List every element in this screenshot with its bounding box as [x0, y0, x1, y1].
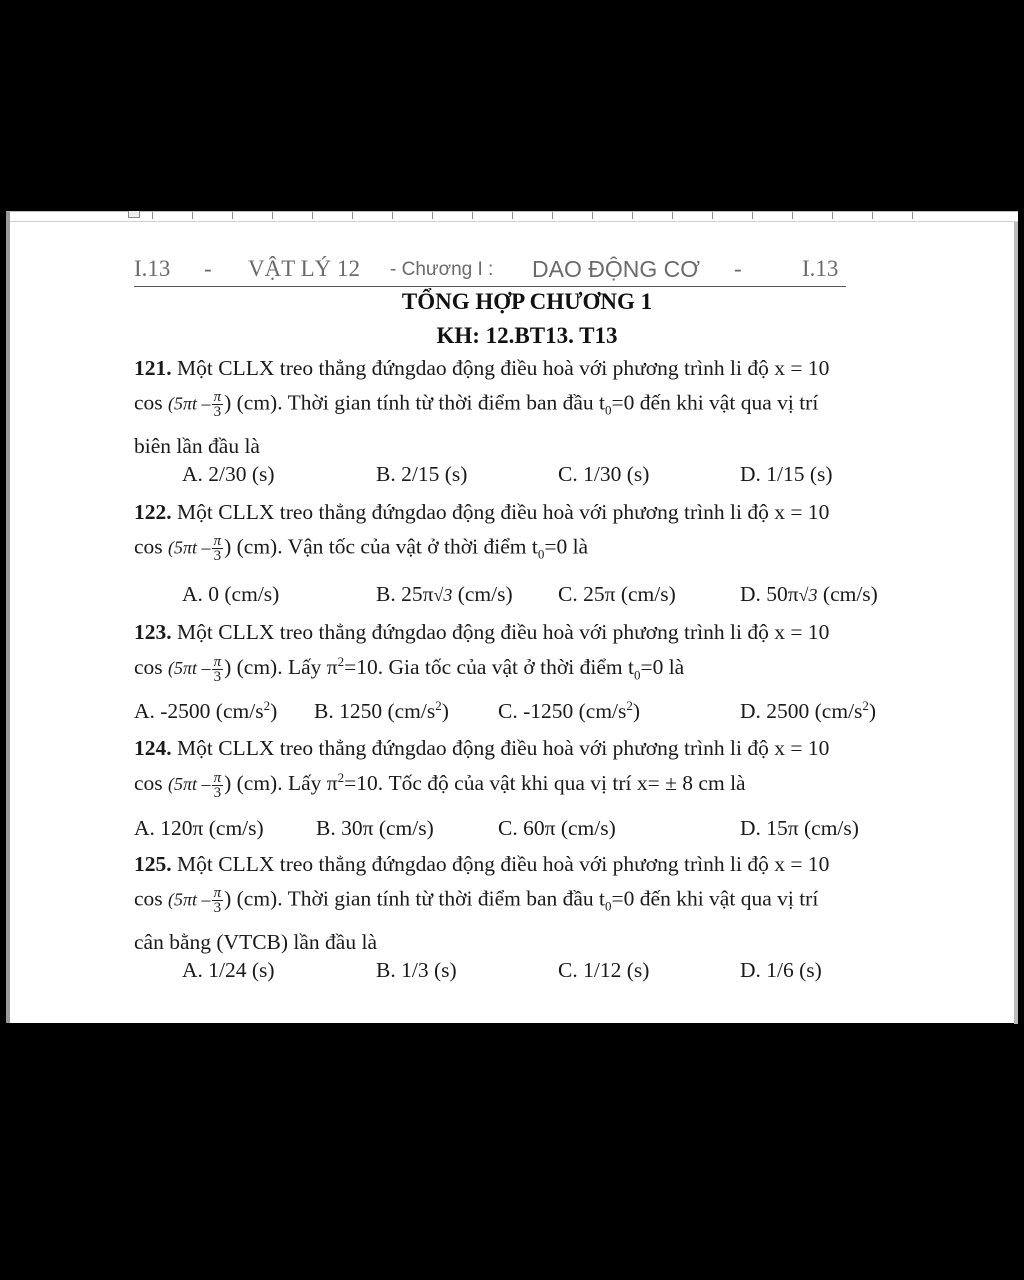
option-121-d[interactable]: D. 1/15 (s) [740, 462, 833, 486]
question-124-stem: 124. Một CLLX treo thẳng đứngdao động điều hoà với phương trình li độ x = 10 [134, 736, 830, 760]
option-123-a[interactable]: A. -2500 $(cm/s^2)$ [134, 698, 278, 724]
option-123-d[interactable]: D. 2500 $(cm/s^2)$ [740, 698, 877, 724]
option-124-b[interactable]: B. 30π (cm/s) [316, 816, 434, 840]
question-121-line2: cos (5πt – $\frac{\pi}{3}$ ) (cm). Thời gian tính từ thời điểm ban đầu $t_0=0$ đến khi vật qua vị trí [134, 389, 819, 420]
option-125-d[interactable]: D. 1/6 (s) [740, 958, 822, 982]
option-121-a[interactable]: A. 2/30 (s) [182, 462, 275, 486]
document-page [6, 211, 1018, 1023]
question-124-line2: cos (5πt – $\frac{\pi}{3}$ ) (cm). Lấy $\pi^2=10$. Tốc độ của vật khi qua vị trí x= ± 8 cm là [134, 769, 746, 801]
ruler[interactable] [10, 212, 1018, 222]
option-124-d[interactable]: D. 15π (cm/s) [740, 816, 859, 840]
option-123-b[interactable]: B. 1250 $(cm/s^2)$ [314, 698, 449, 724]
option-124-c[interactable]: C. 60π (cm/s) [498, 816, 616, 840]
option-121-c[interactable]: C. 1/30 (s) [558, 462, 650, 486]
option-121-b[interactable]: B. 2/15 (s) [376, 462, 468, 486]
header-code-right: I.13 [802, 256, 839, 281]
option-125-c[interactable]: C. 1/12 (s) [558, 958, 650, 982]
indent-marker[interactable] [128, 211, 140, 218]
question-122-line2: cos (5πt – $\frac{\pi}{3}$ ) (cm). Vận tốc của vật ở thời điểm $t_0=0$ là [134, 533, 589, 564]
option-125-a[interactable]: A. 1/24 (s) [182, 958, 275, 982]
option-124-a[interactable]: A. 120π (cm/s) [134, 816, 264, 840]
header-sep: - [734, 256, 742, 281]
question-125-stem: 125. Một CLLX treo thẳng đứngdao động điều hoà với phương trình li độ x = 10 [134, 852, 830, 876]
option-125-b[interactable]: B. 1/3 (s) [376, 958, 457, 982]
option-123-c[interactable]: C. -1250 $(cm/s^2)$ [498, 698, 641, 724]
question-125-line2: cos (5πt – $\frac{\pi}{3}$ ) (cm). Thời gian tính từ thời điểm ban đầu $t_0=0$ đến khi vật qua vị trí [134, 885, 819, 916]
header-chapter: DAO ĐỘNG CƠ [532, 256, 700, 282]
question-125-line3: cân bằng (VTCB) lần đầu là [134, 930, 377, 954]
option-122-b[interactable]: B. 25π√3 (cm/s) [376, 582, 513, 606]
header-subject: VẬT LÝ 12 [248, 256, 361, 281]
page-subtitle: KH: 12.BT13. T13 [436, 323, 618, 348]
page-header [134, 256, 846, 287]
option-122-d[interactable]: D. 50π√3 (cm/s) [740, 582, 878, 606]
option-122-a[interactable]: A. 0 (cm/s) [182, 582, 280, 606]
header-sep: - [204, 256, 212, 281]
question-122-stem: 122. Một CLLX treo thẳng đứngdao động điều hoà với phương trình li độ x = 10 [134, 500, 830, 524]
option-122-c[interactable]: C. 25π (cm/s) [558, 582, 676, 606]
question-123-line2: cos (5πt – $\frac{\pi}{3}$ ) (cm). Lấy $\pi^2=10$. Gia tốc của vật ở thời điểm $t_0=0$ là [134, 653, 685, 685]
header-chapter-label: - Chương I : [390, 259, 494, 280]
question-121-stem: 121. Một CLLX treo thẳng đứngdao động điều hoà với phương trình li độ x = 10 [134, 356, 830, 380]
question-123-stem: 123. Một CLLX treo thẳng đứngdao động điều hoà với phương trình li độ x = 10 [134, 620, 830, 644]
header-code-left: I.13 [134, 256, 171, 281]
page-title: TỔNG HỢP CHƯƠNG 1 [401, 289, 653, 314]
question-121-line3: biên lần đầu là [134, 434, 260, 458]
